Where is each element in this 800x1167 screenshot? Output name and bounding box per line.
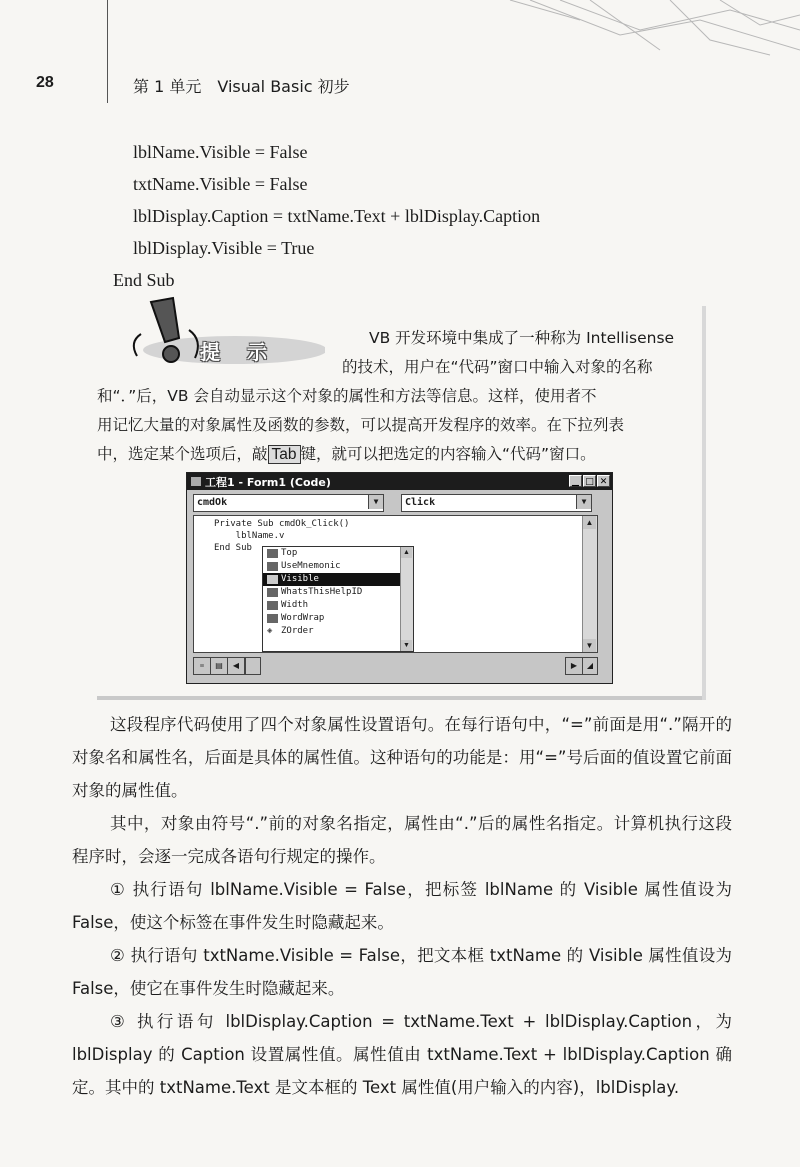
- object-combo-value: cmdOk: [197, 497, 228, 508]
- window-titlebar: [187, 473, 612, 490]
- list-item-label: WhatsThisHelpID: [281, 587, 363, 597]
- list-item[interactable]: [263, 547, 413, 560]
- list-item-label: Visible: [281, 574, 319, 584]
- paragraph: 这段程序代码使用了四个对象属性设置语句。在每行语句中，“=”前面是用“.”隔开的对象名和属性名，后面是具体的属性值。这种语句的功能是：用“=”号后面的值设置它前面对象的属性值。: [72, 715, 732, 800]
- property-icon: [267, 614, 278, 623]
- list-item[interactable]: [263, 586, 413, 599]
- code-line: lblName.Visible = False: [133, 142, 308, 162]
- code-line: txtName.Visible = False: [133, 174, 308, 194]
- intellisense-list[interactable]: [262, 546, 414, 652]
- code-editor[interactable]: [193, 515, 598, 653]
- editor-code-line: lblName.v: [214, 531, 285, 541]
- paragraph: ③ 执行语句 lblDisplay.Caption = txtName.Text + lblDisplay.Caption，为 lblDisplay 的 Caption 设置属性值。属性值由 txtName.Text + lblDisplay.Caption 确定。其中的 txtName.Text 是文本框的 Text 属性值(用户输入的内容)，lblDisplay.: [72, 1012, 732, 1097]
- tip-text: [97, 324, 697, 469]
- page-number: 28: [36, 74, 54, 91]
- code-block: [133, 136, 540, 264]
- list-item-label: ZOrder: [281, 626, 314, 636]
- editor-vertical-scrollbar[interactable]: [582, 516, 597, 652]
- tip-line: [97, 440, 697, 469]
- list-item-label: Top: [281, 548, 298, 558]
- window-controls: [569, 475, 610, 487]
- paragraph: ① 执行语句 lblName.Visible = False，把标签 lblName 的 Visible 属性值设为 False，使这个标签在事件发生时隐藏起来。: [72, 880, 732, 932]
- scroll-left-arrow-icon[interactable]: ◀: [227, 657, 245, 675]
- window-icon: [191, 477, 201, 486]
- list-item-label: Width: [281, 600, 309, 610]
- scroll-up-arrow-icon[interactable]: ▲: [583, 516, 596, 529]
- running-head: 第 1 单元 Visual Basic 初步: [133, 77, 350, 96]
- editor-code-line: End Sub: [214, 543, 252, 553]
- scroll-down-arrow-icon[interactable]: ▼: [583, 639, 596, 652]
- scroll-right-arrow-icon[interactable]: ▶: [565, 657, 583, 675]
- scroll-up-arrow-icon[interactable]: ▲: [401, 547, 412, 558]
- property-icon: [267, 562, 278, 571]
- list-item[interactable]: [263, 612, 413, 625]
- paragraph: 其中，对象由符号“.”前的对象名指定，属性由“.”后的属性名指定。计算机执行这段程序时，会逐一完成各语句行规定的操作。: [72, 814, 732, 866]
- list-scrollbar[interactable]: [400, 547, 413, 651]
- object-combo[interactable]: [193, 494, 384, 512]
- tip-line: VB 开发环境中集成了一种称为 Intellisense: [369, 329, 675, 347]
- maximize-button[interactable]: □: [583, 475, 596, 487]
- list-item-label: UseMnemonic: [281, 561, 341, 571]
- editor-bottom-bar: [193, 657, 596, 675]
- full-module-view-icon[interactable]: ▤: [210, 657, 228, 675]
- paragraph: ② 执行语句 txtName.Visible = False，把文本框 txtName 的 Visible 属性值设为 False，使它在事件发生时隐藏起来。: [72, 946, 732, 998]
- property-icon: [267, 549, 278, 558]
- body-text: [72, 708, 732, 1104]
- procedure-combo[interactable]: [401, 494, 592, 512]
- tip-line: 用记忆大量的对象属性及函数的参数，可以提高开发程序的效率。在下拉列表: [97, 416, 625, 434]
- tip-line-part: 键，就可以把选定的内容输入“代码”窗口。: [300, 445, 596, 463]
- scroll-down-arrow-icon[interactable]: ▼: [401, 640, 412, 651]
- chevron-down-icon[interactable]: ▼: [368, 495, 383, 509]
- code-end-sub: End Sub: [113, 270, 175, 290]
- property-icon: [267, 588, 278, 597]
- list-item[interactable]: [263, 625, 413, 638]
- horizontal-scrollbar-thumb[interactable]: [245, 657, 261, 675]
- corner-sketch-decoration: [470, 0, 800, 60]
- tab-key-badge: Tab: [268, 445, 301, 464]
- code-line: lblDisplay.Visible = True: [133, 238, 315, 258]
- tip-line: 和“．”后，VB 会自动显示这个对象的属性和方法等信息。这样，使用者不: [97, 387, 597, 405]
- header-divider: [107, 0, 108, 103]
- list-item[interactable]: [263, 599, 413, 612]
- tip-line-part: 中，选定某个选项后，敲: [97, 445, 268, 463]
- close-button[interactable]: ✕: [597, 475, 610, 487]
- list-item-selected[interactable]: [263, 573, 413, 586]
- combo-row: [193, 494, 606, 512]
- window-title: 工程1 - Form1 (Code): [205, 475, 331, 489]
- method-icon: ◈: [267, 626, 273, 636]
- resize-grip-icon[interactable]: ◢: [582, 657, 598, 675]
- editor-code-line: Private Sub cmdOk_Click(): [214, 519, 350, 529]
- chevron-down-icon[interactable]: ▼: [576, 495, 591, 509]
- procedure-view-icon[interactable]: ≡: [193, 657, 211, 675]
- vb-code-window: [186, 472, 613, 684]
- tip-line: 的技术，用户在“代码”窗口中输入对象的名称: [342, 358, 653, 376]
- list-item-label: WordWrap: [281, 613, 325, 623]
- code-line: lblDisplay.Caption = txtName.Text + lblDisplay.Caption: [133, 206, 541, 226]
- minimize-button[interactable]: ▁: [569, 475, 582, 487]
- property-icon: [267, 575, 278, 584]
- property-icon: [267, 601, 278, 610]
- list-item[interactable]: [263, 560, 413, 573]
- tip-label: 提 示: [200, 340, 277, 364]
- procedure-combo-value: Click: [405, 497, 436, 508]
